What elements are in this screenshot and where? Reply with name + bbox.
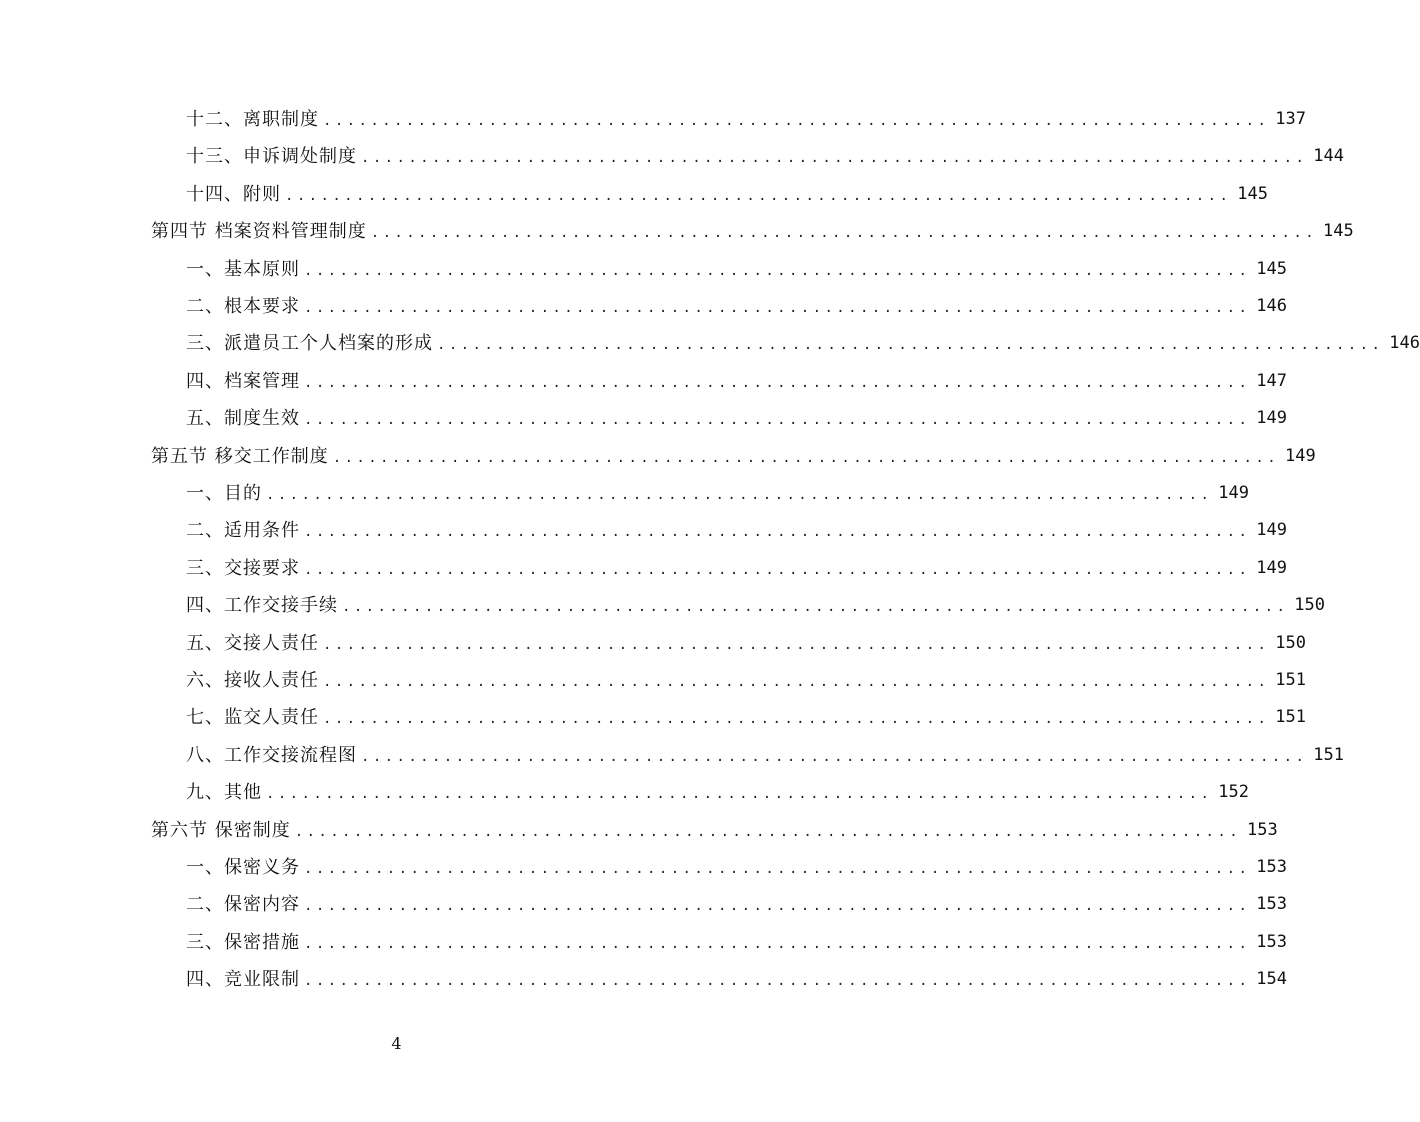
toc-entry-page: 153 [1256,857,1288,877]
toc-entry-page: 147 [1256,370,1288,391]
toc-entry[interactable] [186,587,1326,624]
toc-entry-page: 153 [1256,894,1288,915]
toc-entry[interactable] [186,625,1307,662]
toc-leader-dots: ................................................................................ [304,561,1251,578]
toc-entry-page: 151 [1275,670,1307,690]
toc-entry-title: 二、根本要求 [186,296,300,317]
toc-entry[interactable] [186,176,1269,213]
toc-entry-title: 九、其他 [186,782,262,804]
toc-leader-dots: ................................................................................ [370,225,1318,242]
toc-entry-title: 一、保密义务 [186,857,300,878]
toc-entry[interactable] [186,101,1307,138]
toc-entry-page: 153 [1256,931,1288,952]
toc-leader-dots: ................................................................................ [304,374,1251,391]
toc-leader-dots: ................................................................................ [342,599,1289,616]
toc-entry[interactable] [186,849,1288,886]
toc-entry-title: 八、工作交接流程图 [186,744,357,766]
toc-entry-title: 二、适用条件 [186,520,300,542]
toc-entry-page: 152 [1218,782,1250,803]
toc-entry-page: 145 [1237,183,1269,204]
toc-entry-page: 149 [1285,445,1316,466]
toc-entry[interactable] [186,475,1250,512]
toc-entry-title: 五、制度生效 [186,408,300,430]
toc-entry-title: 第四节 档案资料管理制度 [151,221,367,243]
toc-entry[interactable] [186,251,1288,288]
toc-entry-page: 145 [1323,221,1354,242]
toc-entry-page: 149 [1256,520,1288,541]
toc-entry[interactable] [186,774,1250,811]
toc-entry[interactable] [186,288,1288,325]
toc-leader-dots: ................................................................................ [323,711,1270,728]
toc-entry-title: 三、交接要求 [186,557,300,579]
toc-leader-dots: ................................................................................ [294,823,1242,840]
toc-entry-page: 137 [1275,109,1307,129]
toc-entry-page: 150 [1294,595,1326,616]
toc-entry-page: 151 [1275,707,1307,728]
toc-entry-page: 151 [1313,744,1345,765]
toc-entry[interactable] [186,325,1420,362]
toc-entry-title: 第五节 移交工作制度 [151,445,329,467]
toc-leader-dots: ................................................................................ [285,187,1232,204]
toc-entry[interactable] [186,924,1288,961]
toc-entry-title: 一、基本原则 [186,258,300,280]
toc-leader-dots: ................................................................................ [304,935,1251,952]
toc-leader-dots: ................................................................................ [323,674,1270,690]
toc-leader-dots: ................................................................................ [361,150,1308,167]
toc-entry-title: 四、档案管理 [186,370,300,392]
toc-entry[interactable] [186,138,1345,175]
toc-entry-page: 146 [1389,333,1420,354]
toc-leader-dots: ................................................................................ [266,487,1213,503]
toc-leader-dots: ................................................................................ [304,861,1251,877]
toc-entry-title: 四、竞业限制 [186,969,300,991]
toc-entry[interactable] [186,400,1288,437]
toc-entry-title: 二、保密内容 [186,894,300,916]
toc-entry[interactable] [186,737,1345,774]
toc-entry-page: 154 [1256,969,1288,990]
toc-leader-dots: ................................................................................ [304,412,1251,429]
toc-entry-page: 146 [1256,296,1288,316]
toc-entry-page: 149 [1218,483,1250,503]
toc-entry-title: 三、派遣员工个人档案的形成 [186,333,433,355]
toc-entry-page: 149 [1256,408,1288,429]
toc-leader-dots: ................................................................................ [304,262,1251,279]
toc-leader-dots: ................................................................................ [323,636,1270,653]
toc-entry-title: 一、目的 [186,483,262,504]
toc-entry-title: 第六节 保密制度 [151,819,291,841]
toc-entry-title: 七、监交人责任 [186,707,319,729]
toc-entry-title: 十三、申诉调处制度 [186,146,357,168]
toc-leader-dots: ................................................................................ [323,113,1270,129]
toc-entry[interactable] [186,512,1288,549]
toc-entry[interactable] [151,213,1354,250]
toc-entry-title: 十四、附则 [186,183,281,205]
toc-leader-dots: ................................................................................ [304,524,1251,541]
toc-entry-page: 153 [1247,819,1278,840]
toc-entry-page: 144 [1313,146,1345,167]
toc-leader-dots: ................................................................................ [361,748,1308,765]
toc-leader-dots: ................................................................................ [304,898,1251,915]
toc-leader-dots: ................................................................................ [304,973,1251,990]
toc-entry[interactable] [151,812,1278,849]
toc-entry[interactable] [151,438,1316,475]
page-number: 4 [391,1034,402,1053]
toc-entry[interactable] [186,363,1288,400]
toc-leader-dots: ................................................................................ [266,786,1213,803]
toc-entry-page: 145 [1256,258,1288,279]
toc-entry[interactable] [186,550,1288,587]
toc-entry[interactable] [186,699,1307,736]
toc-entry-title: 四、工作交接手续 [186,595,338,617]
toc-entry-page: 150 [1275,632,1307,653]
toc-leader-dots: ................................................................................ [304,300,1251,316]
toc-entry[interactable] [186,961,1288,998]
toc-leader-dots: ................................................................................ [437,337,1384,354]
toc-entry-title: 六、接收人责任 [186,670,319,691]
toc-entry-title: 五、交接人责任 [186,632,319,654]
toc-leader-dots: ................................................................................ [332,449,1280,466]
toc-entry-title: 十二、离职制度 [186,109,319,130]
toc-entry-page: 149 [1256,557,1288,578]
toc-entry-title: 三、保密措施 [186,931,300,953]
toc-entry[interactable] [186,662,1307,699]
toc-entry[interactable] [186,886,1288,923]
